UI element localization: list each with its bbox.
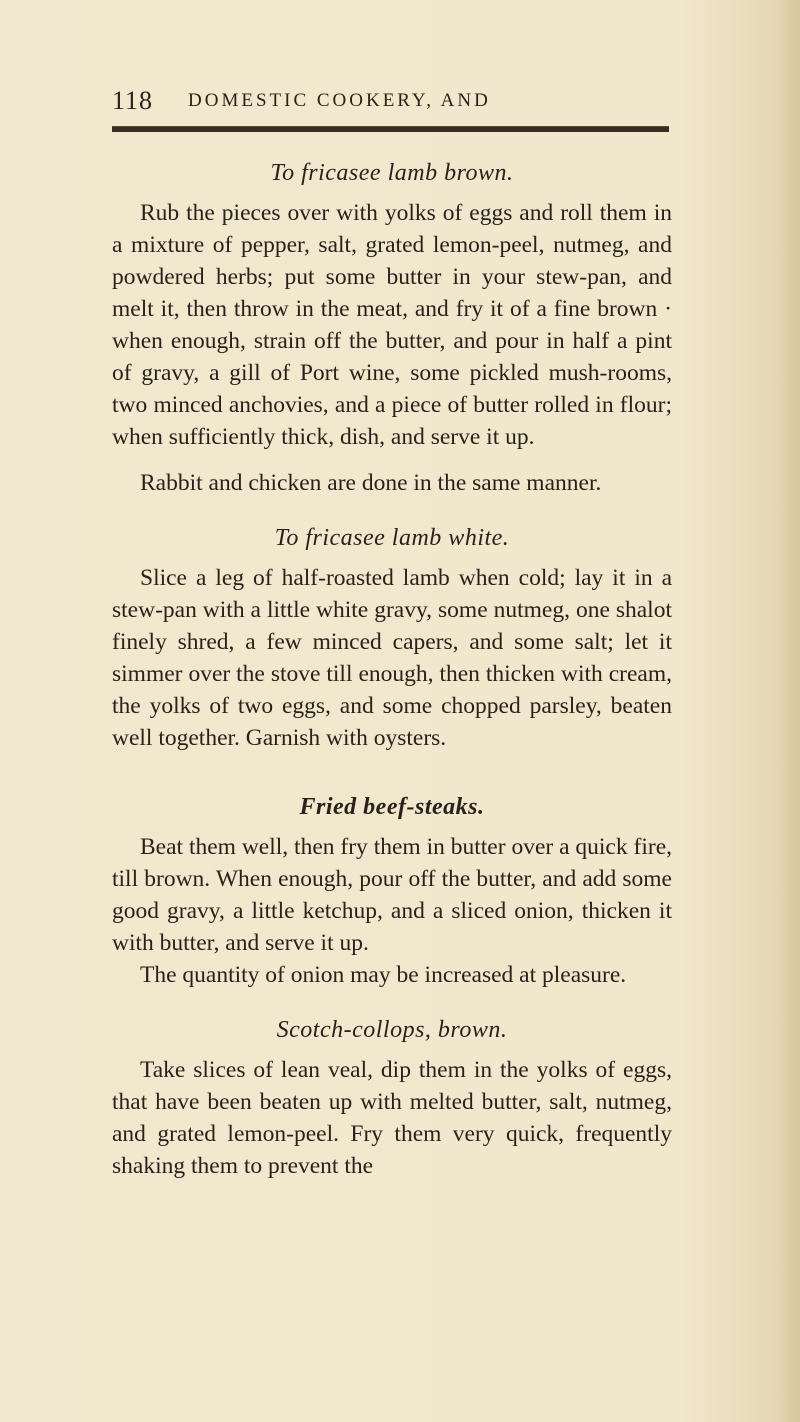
page-header bbox=[112, 86, 672, 116]
recipe-paragraph: The quantity of onion may be increased at pleasure. bbox=[140, 962, 627, 988]
recipe-paragraph: Slice a leg of half-roasted lamb when cold; lay it in a stew-pan with a little white gravy, some nutmeg, one shalot finely shred, a few minced capers, and some salt; let it simmer over the stove till enough, then thicken with cream, the yolks of two eggs, and some chopped parsley, beaten well together. Garnish with oysters. bbox=[112, 565, 672, 751]
recipe-title: Fried beef-steaks. bbox=[299, 794, 485, 820]
recipe-title: To fricasee lamb white. bbox=[274, 525, 510, 551]
recipe-title: To fricasee lamb brown. bbox=[270, 160, 514, 186]
page-number: 118 bbox=[112, 86, 154, 115]
recipe-title: Scotch-collops, brown. bbox=[276, 1017, 508, 1043]
header-rule bbox=[112, 126, 669, 132]
recipe-paragraph: Take slices of lean veal, dip them in the yolks of eggs, that have been beaten up with melted butter, salt, nutmeg, and grated lemon-peel. Fry them very quick, frequently shaking them to prevent the bbox=[112, 1057, 672, 1179]
recipe-lamb-brown bbox=[112, 160, 672, 499]
recipe-lamb-white bbox=[112, 525, 672, 754]
recipe-paragraph: Rub the pieces over with yolks of eggs and roll them in a mixture of pepper, salt, grated lemon-peel, nutmeg, and powdered herbs; put some butter in your stew-pan, and melt it, then throw in the meat, and fry it of a fine brown · when enough, strain off the butter, and pour in half a pint of gravy, a gill of Port wine, some pickled mush-rooms, two minced anchovies, and a piece of butter rolled in flour; when sufficiently thick, dish, and serve it up. bbox=[112, 200, 672, 450]
recipe-paragraph: Beat them well, then fry them in butter over a quick fire, till brown. When enough, pour off the butter, and add some good gravy, a little ketchup, and a sliced onion, thicken it with butter, and serve it up. bbox=[112, 834, 672, 956]
recipe-paragraph: Rabbit and chicken are done in the same manner. bbox=[140, 470, 602, 496]
page-content bbox=[112, 160, 672, 1182]
recipe-scotch-collops bbox=[112, 1017, 672, 1182]
recipe-fried-beef-steaks bbox=[112, 794, 672, 991]
running-head: DOMESTIC COOKERY, AND bbox=[188, 90, 491, 111]
